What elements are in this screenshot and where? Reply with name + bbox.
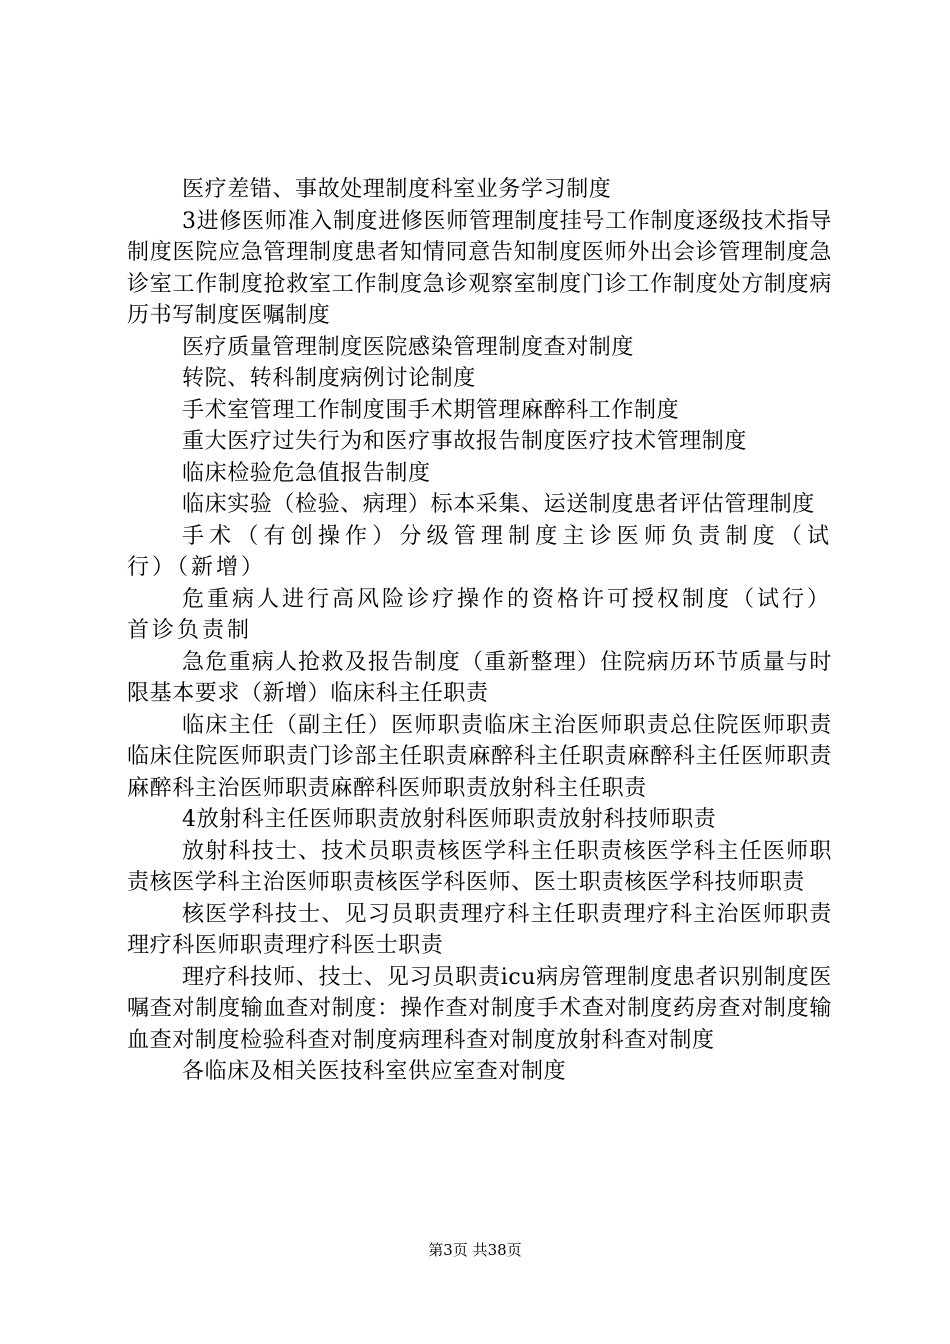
paragraph-11: 急危重病人抢救及报告制度（重新整理）住院病历环节质量与时限基本要求（新增）临床科主任职责 [127,649,832,706]
paragraph-8: 临床实验（检验、病理）标本采集、运送制度患者评估管理制度 [182,492,815,517]
paragraph-13: 4放射科主任医师职责放射科医师职责放射科技师职责 [182,807,717,832]
paragraph-5: 手术室管理工作制度围手术期管理麻醉科工作制度 [182,397,680,423]
paragraph-15: 核医学科技士、见习员职责理疗科主任职责理疗科主治医师职责理疗科医师职责理疗科医士职责 [127,901,832,958]
paragraph-1: 医疗差错、事故处理制度科室业务学习制度 [182,177,612,202]
page-footer [0,1240,950,1260]
page-number-label: 第3页 共38页 [428,1241,522,1259]
paragraph-9: 手术（有创操作）分级管理制度主诊医师负责制度（试行）（新增） [127,523,832,580]
paragraph-3: 医疗质量管理制度医院感染管理制度查对制度 [182,334,635,360]
paragraph-17: 各临床及相关医技科室供应室查对制度 [182,1059,567,1084]
paragraph-16: 理疗科技师、技士、见习员职责icu病房管理制度患者识别制度医嘱查对制度输血查对制度：操作查对制度手术查对制度药房查对制度输血查对制度检验科查对制度病理科查对制度放射科查对制度 [127,964,832,1053]
document-body [127,174,832,1088]
paragraph-14: 放射科技士、技术员职责核医学科主任职责核医学科主任医师职责核医学科主治医师职责核医学科医师、医士职责核医学科技师职责 [127,838,832,895]
paragraph-7: 临床检验危急值报告制度 [182,460,431,486]
paragraph-12: 临床主任（副主任）医师职责临床主治医师职责总住院医师职责临床住院医师职责门诊部主任职责麻醉科主任职责麻醉科主任医师职责麻醉科主治医师职责麻醉科医师职责放射科主任职责 [127,712,832,801]
paragraph-2: 3进修医师准入制度进修医师管理制度挂号工作制度逐级技术指导制度医院应急管理制度患者知情同意告知制度医师外出会诊管理制度急诊室工作制度抢救室工作制度急诊观察室制度门诊工作制度处方制度病历书写制度医嘱制度 [127,208,832,328]
paragraph-4: 转院、转科制度病例讨论制度 [182,366,476,391]
paragraph-6: 重大医疗过失行为和医疗事故报告制度医疗技术管理制度 [182,429,748,454]
paragraph-10: 危重病人进行高风险诊疗操作的资格许可授权制度（试行）首诊负责制 [127,586,833,643]
